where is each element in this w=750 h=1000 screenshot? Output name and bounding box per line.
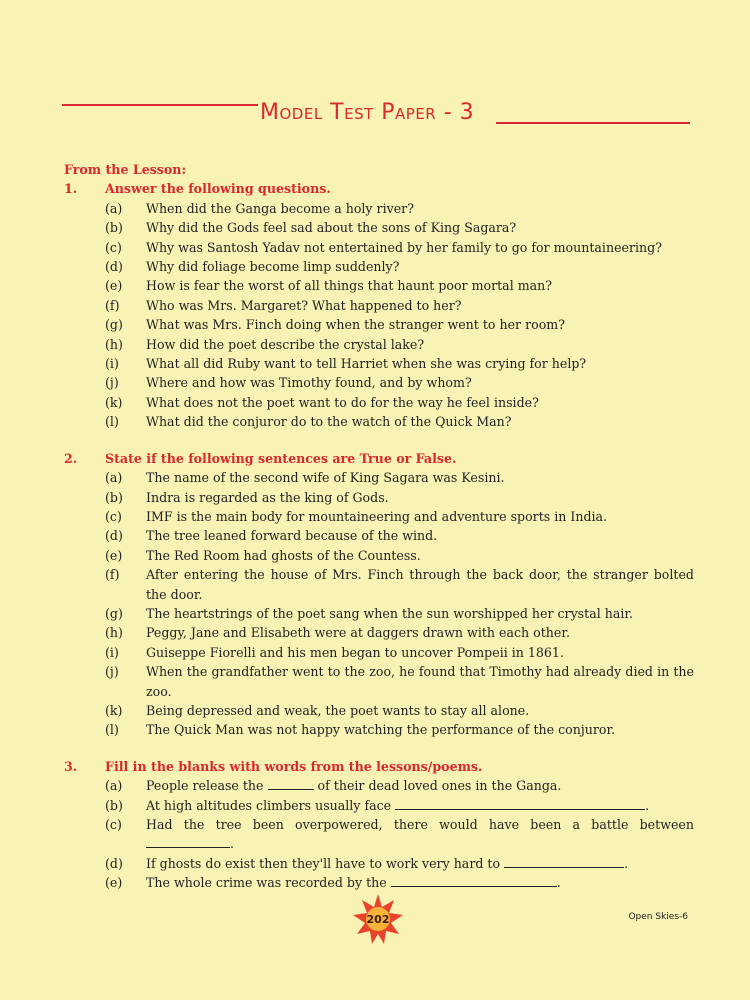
section-2-items: [105, 468, 694, 740]
item-label: (i): [105, 644, 119, 660]
question-item: [105, 257, 694, 276]
statement-item: [105, 507, 694, 526]
question-item: [105, 296, 694, 315]
statement-item: [105, 488, 694, 507]
answer-blank[interactable]: [395, 797, 645, 810]
statement-item: [105, 604, 694, 623]
item-label: (b): [105, 489, 123, 505]
item-text: Being depressed and weak, the poet wants to stay all alone.: [146, 702, 530, 718]
title-rule-left: [62, 104, 258, 106]
answer-blank[interactable]: [391, 874, 557, 887]
item-label: (j): [105, 664, 119, 680]
blank-item: [105, 873, 694, 892]
statement-item: [105, 662, 694, 701]
item-label: (k): [105, 394, 123, 410]
statement-item: [105, 643, 694, 662]
section-title: Fill in the blanks with words from the lessons/poems.: [105, 758, 483, 774]
item-label: (e): [105, 875, 123, 891]
question-item: [105, 276, 694, 295]
statement-item: [105, 468, 694, 487]
page-number-badge: [352, 893, 404, 945]
item-label: (h): [105, 625, 123, 641]
item-label: (b): [105, 220, 123, 236]
item-label: (c): [105, 508, 122, 524]
item-label: (e): [105, 547, 123, 563]
item-text-after: of their dead loved ones in the Ganga.: [317, 778, 562, 794]
question-item: [105, 238, 694, 257]
item-label: (i): [105, 356, 119, 372]
section-1-items: [105, 199, 694, 432]
answer-blank[interactable]: [268, 777, 314, 790]
item-text: Who was Mrs. Margaret? What happened to her?: [146, 297, 462, 313]
statement-item: [105, 701, 694, 720]
item-text: The Red Room had ghosts of the Countess.: [146, 547, 421, 563]
item-text: The name of the second wife of King Sagara was Kesini.: [146, 470, 505, 486]
item-label: (d): [105, 855, 123, 871]
statement-item: [105, 546, 694, 565]
item-text: Where and how was Timothy found, and by whom?: [146, 375, 472, 391]
statement-item: [105, 623, 694, 642]
item-text: Why did foliage become limp suddenly?: [146, 259, 400, 275]
item-text-before: The whole crime was recorded by the: [146, 875, 387, 891]
item-label: (e): [105, 278, 123, 294]
question-item: [105, 393, 694, 412]
item-text-after: .: [645, 797, 650, 813]
question-item: [105, 218, 694, 237]
item-text: When did the Ganga become a holy river?: [146, 200, 414, 216]
statement-item: [105, 720, 694, 739]
item-label: (c): [105, 239, 122, 255]
item-text: What all did Ruby want to tell Harriet when she was crying for help?: [146, 356, 587, 372]
item-text: What was Mrs. Finch doing when the stranger went to her room?: [146, 317, 565, 333]
item-text-before: At high altitudes climbers usually face: [146, 797, 392, 813]
item-text: Guiseppe Fiorelli and his men began to uncover Pompeii in 1861.: [146, 644, 564, 660]
page-title: Model Test Paper - 3: [260, 100, 475, 125]
item-label: (a): [105, 470, 123, 486]
star-badge-icon: [352, 893, 404, 945]
question-item: [105, 412, 694, 431]
section-intro: From the Lesson:: [64, 162, 187, 177]
item-text-after: .: [624, 855, 629, 871]
answer-blank[interactable]: [146, 835, 230, 848]
item-text: When the grandfather went to the zoo, he found that Timothy had already died in the zoo.: [146, 664, 694, 699]
item-text-before: People release the: [146, 778, 264, 794]
section-number: 2.: [64, 450, 78, 466]
section-1-heading: [64, 179, 694, 198]
item-label: (l): [105, 722, 119, 738]
section-number: 3.: [64, 758, 78, 774]
item-label: (h): [105, 336, 123, 352]
statement-item: [105, 526, 694, 545]
title-rule-right: [496, 122, 690, 124]
item-label: (j): [105, 375, 119, 391]
item-text: Why was Santosh Yadav not entertained by her family to go for mountaineering?: [146, 239, 662, 255]
answer-blank[interactable]: [504, 855, 624, 868]
item-label: (g): [105, 317, 123, 333]
item-text: IMF is the main body for mountaineering and adventure sports in India.: [146, 508, 608, 524]
item-text-after: .: [556, 875, 561, 891]
item-label: (f): [105, 297, 120, 313]
item-text: The tree leaned forward because of the wind.: [146, 528, 438, 544]
item-text-before: Had the tree been overpowered, there would have been a battle between: [146, 817, 694, 832]
item-label: (d): [105, 528, 123, 544]
item-label: (l): [105, 414, 119, 430]
item-text: The Quick Man was not happy watching the performance of the conjuror.: [146, 722, 616, 738]
item-text: Indra is regarded as the king of Gods.: [146, 489, 389, 505]
item-label: (g): [105, 605, 123, 621]
item-label: (a): [105, 200, 123, 216]
question-item: [105, 199, 694, 218]
item-label: (b): [105, 797, 123, 813]
section-2-heading: [64, 449, 694, 468]
statement-item: [105, 565, 694, 604]
blank-item: [105, 776, 694, 795]
item-label: (k): [105, 702, 123, 718]
section-title: State if the following sentences are True or False.: [105, 450, 457, 466]
item-label: (c): [105, 817, 122, 832]
item-text: After entering the house of Mrs. Finch through the back door, the stranger bolted the door.: [146, 567, 694, 602]
question-item: [105, 335, 694, 354]
blank-item: [105, 854, 694, 873]
section-3-heading: [64, 757, 694, 776]
item-text: Peggy, Jane and Elisabeth were at daggers drawn with each other.: [146, 625, 571, 641]
test-content: [64, 160, 694, 893]
section-number: 1.: [64, 181, 78, 197]
question-item: [105, 354, 694, 373]
item-text-after: .: [230, 836, 235, 852]
item-text: The heartstrings of the poet sang when the sun worshipped her crystal hair.: [146, 605, 634, 621]
item-label: (f): [105, 567, 120, 583]
item-text: What does not the poet want to do for the way he feel inside?: [146, 394, 539, 410]
question-item: [105, 315, 694, 334]
item-text-before: If ghosts do exist then they'll have to work very hard to: [146, 855, 501, 871]
item-text: What did the conjuror do to the watch of the Quick Man?: [146, 414, 512, 430]
blank-item: [105, 796, 694, 815]
section-title: Answer the following questions.: [105, 181, 331, 197]
blank-item: [105, 815, 694, 854]
item-label: (d): [105, 259, 123, 275]
item-text: Why did the Gods feel sad about the sons of King Sagara?: [146, 220, 517, 236]
question-item: [105, 373, 694, 392]
title-row: [62, 100, 690, 130]
item-text: How did the poet describe the crystal lake?: [146, 336, 425, 352]
book-name: Open Skies-6: [628, 912, 688, 922]
section-3-items: [105, 776, 694, 892]
item-label: (a): [105, 778, 123, 794]
page-number: 202: [366, 913, 390, 926]
item-text: How is fear the worst of all things that haunt poor mortal man?: [146, 278, 553, 294]
